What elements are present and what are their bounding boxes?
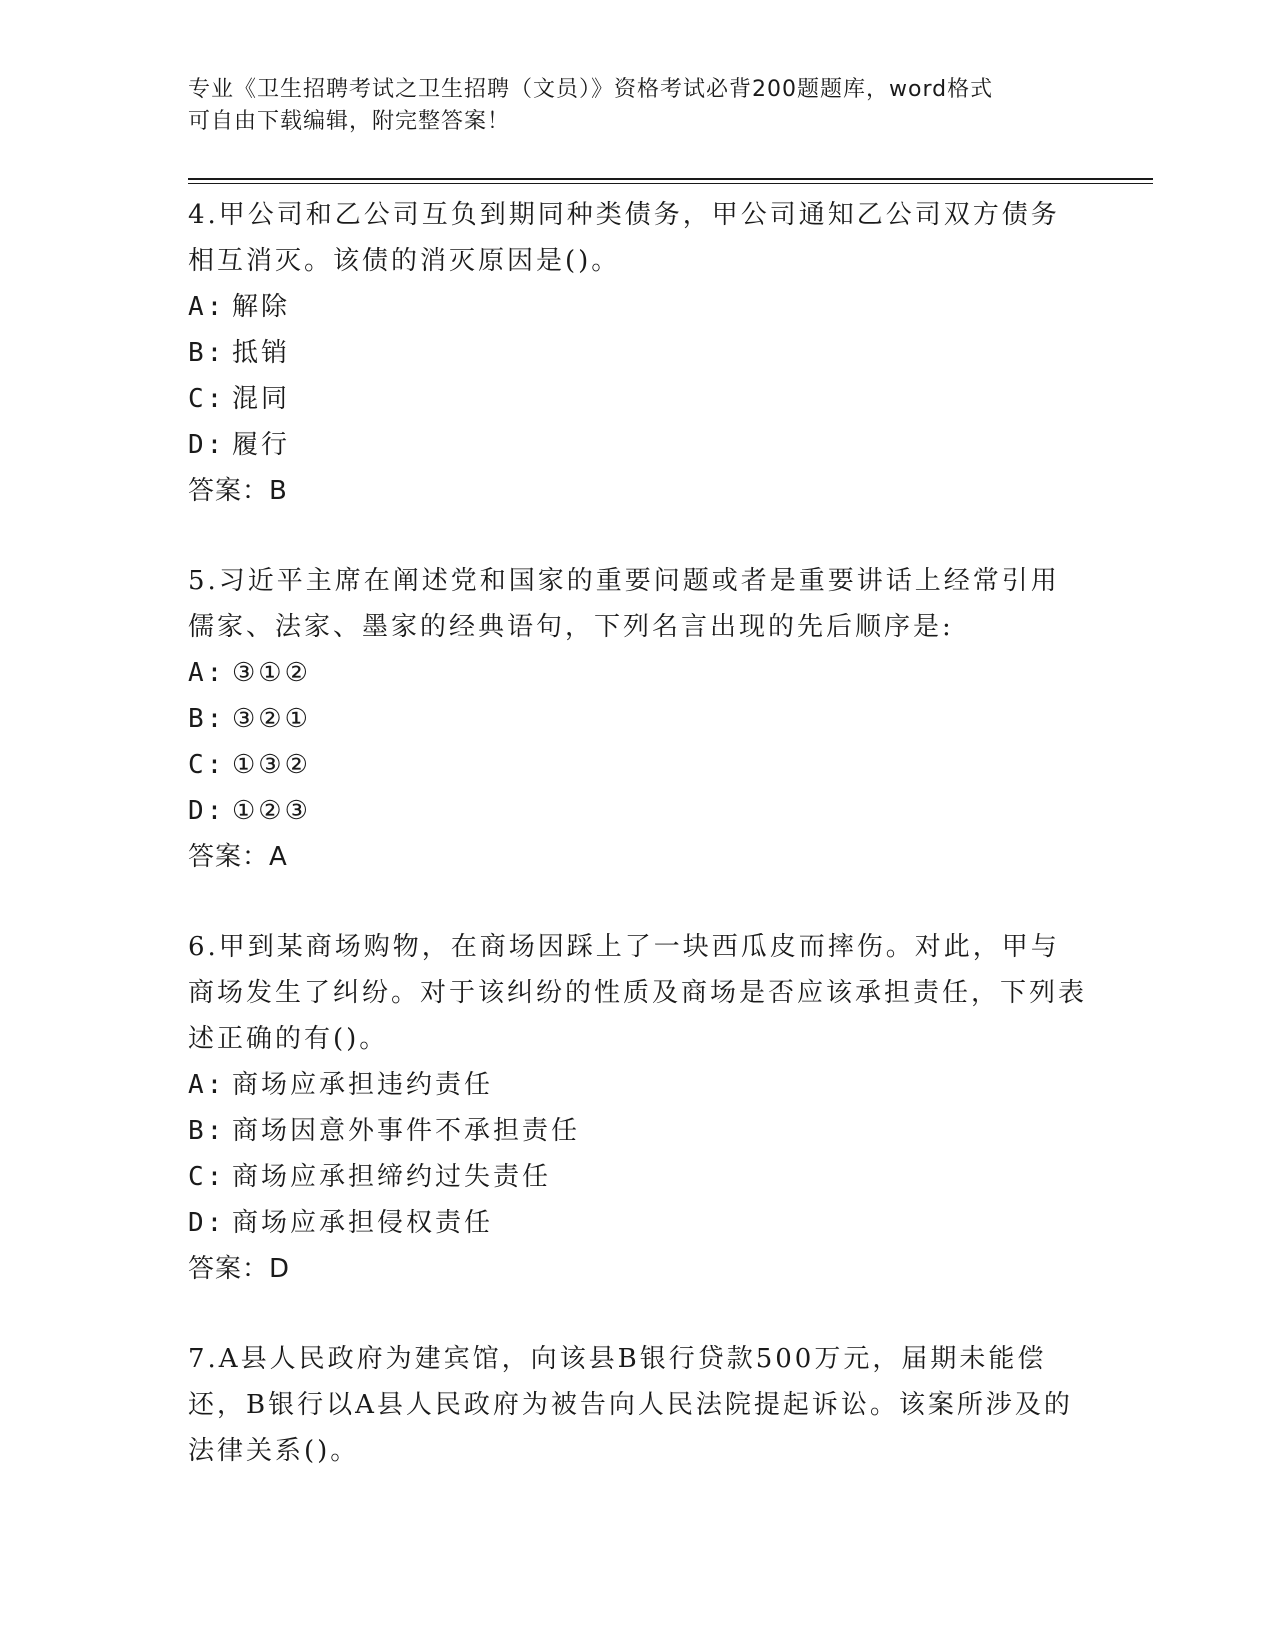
option-key: C: bbox=[188, 1162, 226, 1192]
question-stem: 4.甲公司和乙公司互负到期同种类债务，甲公司通知乙公司双方债务相互消灭。该债的消灭原因是()。 bbox=[188, 200, 1060, 276]
option-text: 抵销 bbox=[232, 338, 291, 368]
header-line-2: 可自由下载编辑，附完整答案！ bbox=[188, 109, 511, 134]
option-key: B: bbox=[188, 704, 226, 734]
header-divider-thick bbox=[188, 178, 1153, 180]
option-key: B: bbox=[188, 338, 226, 368]
option-a bbox=[188, 650, 1088, 696]
option-text: ①③② bbox=[232, 750, 311, 780]
answer-line: 答案：D bbox=[188, 1254, 291, 1284]
option-text: 解除 bbox=[232, 292, 291, 322]
question-stem: 5.习近平主席在阐述党和国家的重要问题或者是重要讲话上经常引用儒家、法家、墨家的经典语句，下列名言出现的先后顺序是: bbox=[188, 566, 1060, 642]
option-d bbox=[188, 422, 1088, 468]
question-stem: 6.甲到某商场购物，在商场因踩上了一块西瓜皮而摔伤。对此，甲与商场发生了纠纷。对于该纠纷的性质及商场是否应该承担责任，下列表述正确的有()。 bbox=[188, 932, 1088, 1054]
option-key: B: bbox=[188, 1116, 226, 1146]
option-text: 商场应承担违约责任 bbox=[232, 1070, 494, 1100]
option-text: 商场因意外事件不承担责任 bbox=[232, 1116, 581, 1146]
document-header bbox=[188, 74, 1068, 138]
option-key: C: bbox=[188, 384, 226, 414]
option-text: 商场应承担缔约过失责任 bbox=[232, 1162, 552, 1192]
option-c bbox=[188, 376, 1088, 422]
option-a bbox=[188, 284, 1088, 330]
option-c bbox=[188, 1154, 1088, 1200]
option-b bbox=[188, 1108, 1088, 1154]
question-6 bbox=[188, 924, 1088, 1292]
question-list bbox=[188, 192, 1088, 1518]
question-stem: 7.A县人民政府为建宾馆，向该县B银行贷款500万元，届期未能偿还，B银行以A县人民政府为被告向人民法院提起诉讼。该案所涉及的法律关系()。 bbox=[188, 1344, 1073, 1466]
option-text: ③②① bbox=[232, 704, 311, 734]
option-text: 混同 bbox=[232, 384, 291, 414]
option-key: D: bbox=[188, 1208, 226, 1238]
option-text: 履行 bbox=[232, 430, 291, 460]
question-4 bbox=[188, 192, 1088, 514]
option-key: C: bbox=[188, 750, 226, 780]
option-a bbox=[188, 1062, 1088, 1108]
header-line-1: 专业《卫生招聘考试之卫生招聘（文员）》资格考试必背200题题库，word格式 bbox=[188, 77, 994, 102]
option-b bbox=[188, 330, 1088, 376]
option-text: 商场应承担侵权责任 bbox=[232, 1208, 494, 1238]
header-divider-thin bbox=[188, 183, 1153, 184]
option-d bbox=[188, 788, 1088, 834]
option-key: D: bbox=[188, 430, 226, 460]
answer-line: 答案：B bbox=[188, 476, 288, 506]
question-7 bbox=[188, 1336, 1088, 1474]
option-text: ③①② bbox=[232, 658, 311, 688]
answer-line: 答案：A bbox=[188, 842, 288, 872]
question-5 bbox=[188, 558, 1088, 880]
option-key: A: bbox=[188, 1070, 226, 1100]
option-key: A: bbox=[188, 292, 226, 322]
option-c bbox=[188, 742, 1088, 788]
option-key: D: bbox=[188, 796, 226, 826]
option-d bbox=[188, 1200, 1088, 1246]
option-key: A: bbox=[188, 658, 226, 688]
option-text: ①②③ bbox=[232, 796, 311, 826]
option-b bbox=[188, 696, 1088, 742]
